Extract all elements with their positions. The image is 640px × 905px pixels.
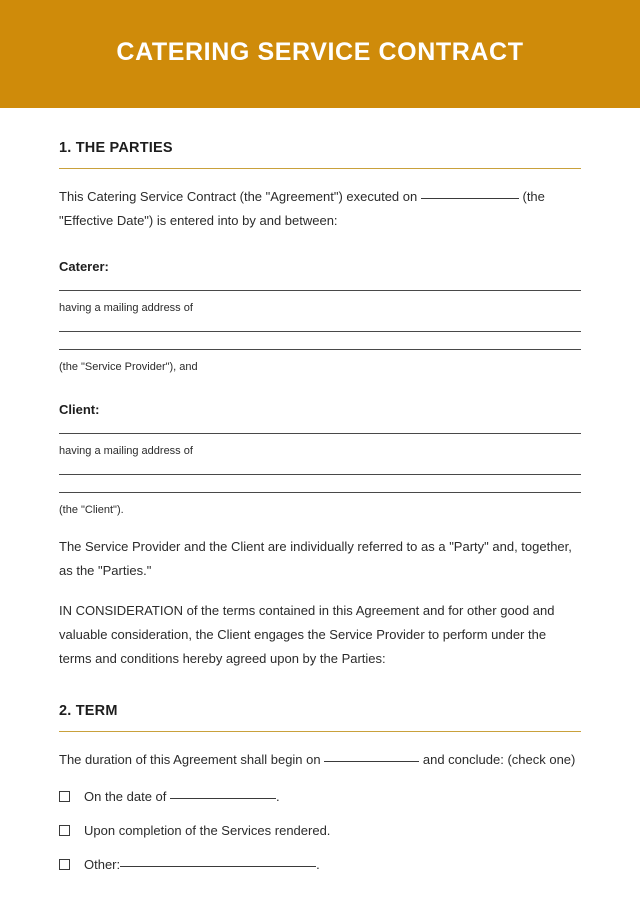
term-option-row-2[interactable]: [59, 806, 581, 840]
term-duration-text-2: and conclude: (check one): [422, 752, 576, 767]
term-option-suffix-1: .: [276, 789, 280, 804]
consideration-paragraph: IN CONSIDERATION of the terms contained in this Agreement and for other good and valuable consideration, the Client engages the Service Provider to perform under the terms and conditions hereby agreed upon by the Parties:: [59, 603, 555, 666]
checkbox-icon-on-date[interactable]: [59, 791, 70, 802]
term-option-text-3: Other:: [84, 857, 121, 872]
document-header-banner: [0, 0, 640, 108]
parties-intro-text-1: This Catering Service Contract (the "Agreement") executed on: [59, 189, 418, 204]
parties-intro-paragraph: [59, 169, 581, 233]
term-option-label-2: Upon completion of the Services rendered.: [84, 823, 331, 838]
client-address-note: having a mailing address of: [59, 445, 193, 457]
document-title: CATERING SERVICE CONTRACT: [116, 38, 524, 67]
term-option-row-3[interactable]: [59, 840, 581, 874]
section-heading-term: 2. TERM: [59, 703, 118, 719]
term-option-row-1[interactable]: [59, 772, 581, 806]
term-option-suffix-3: .: [316, 857, 320, 872]
term-option-label-3: [84, 855, 320, 874]
caterer-caption: (the "Service Provider"), and: [59, 361, 198, 373]
caterer-address-note: having a mailing address of: [59, 302, 193, 314]
client-caption: (the "Client").: [59, 504, 124, 516]
term-option-text-1: On the date of: [84, 789, 167, 804]
term-option-other-blank[interactable]: [120, 855, 316, 867]
parties-intro-text-2: (the "Effective Date") is entered into by and between:: [59, 189, 545, 228]
client-address-blank-line-1[interactable]: [59, 474, 581, 475]
caterer-label: Caterer:: [59, 259, 109, 274]
term-option-label-1: [84, 787, 280, 806]
document-body: [0, 108, 640, 874]
checkbox-icon-other[interactable]: [59, 859, 70, 870]
effective-date-blank[interactable]: [421, 187, 519, 199]
term-duration-text-1: The duration of this Agreement shall begin on: [59, 752, 321, 767]
term-start-date-blank[interactable]: [324, 750, 419, 762]
section-heading-parties: 1. THE PARTIES: [59, 140, 173, 156]
client-label: Client:: [59, 402, 100, 417]
parties-definition-paragraph: The Service Provider and the Client are individually referred to as a "Party" and, together, as the "Parties.": [59, 539, 572, 578]
caterer-address-blank-line-1[interactable]: [59, 331, 581, 332]
term-duration-paragraph: [59, 732, 581, 772]
checkbox-icon-upon-completion[interactable]: [59, 825, 70, 836]
term-option-date-blank[interactable]: [170, 787, 276, 799]
